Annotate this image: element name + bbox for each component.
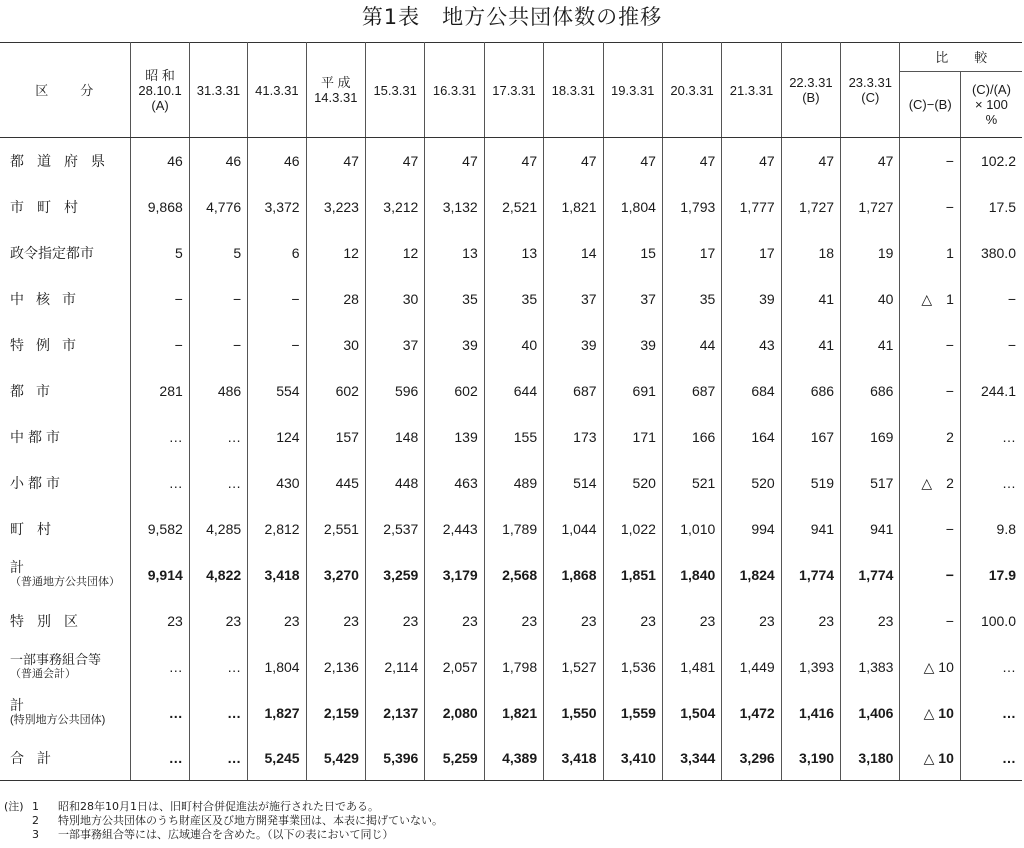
value-cell: 15 <box>603 230 662 276</box>
value-cell: − <box>189 276 247 322</box>
ratio-cell: 17.5 <box>988 199 1016 215</box>
value-cell: 47 <box>544 138 603 185</box>
value-cell: 2,057 <box>425 644 484 690</box>
value-cell: 23 <box>841 598 900 644</box>
value-cell: 2,080 <box>425 690 484 736</box>
value-cell: 1,504 <box>662 690 721 736</box>
value-cell: 1,010 <box>662 506 721 552</box>
row-label: 中都市 <box>0 414 131 460</box>
value-cell: 35 <box>484 276 543 322</box>
row-label: 計 (特別地方公共団体) <box>0 690 131 736</box>
value-cell: 3,179 <box>425 552 484 598</box>
value-cell: 39 <box>722 276 781 322</box>
value-cell: 46 <box>189 138 247 185</box>
value-cell: 4,822 <box>189 552 247 598</box>
value-cell: … <box>189 414 247 460</box>
municipality-count-table <box>0 42 1022 781</box>
date-header: 22.3.31 (B) <box>781 43 840 138</box>
date-header: 20.3.31 <box>662 43 721 138</box>
diff-cell: − <box>900 506 960 552</box>
value-cell: 1,840 <box>662 552 721 598</box>
value-cell: 39 <box>544 322 603 368</box>
value-cell: 173 <box>544 414 603 460</box>
ratio-cell: 102.2 <box>980 153 1016 169</box>
value-cell: 23 <box>544 598 603 644</box>
value-cell: … <box>131 736 189 781</box>
value-cell: 41 <box>841 322 900 368</box>
value-cell: 2,551 <box>306 506 365 552</box>
value-cell: 167 <box>781 414 840 460</box>
value-cell: 47 <box>484 138 543 185</box>
value-cell: 1,821 <box>484 690 543 736</box>
value-cell: 1,777 <box>722 184 781 230</box>
ratio-cell: − <box>1007 291 1016 307</box>
value-cell: 18 <box>781 230 840 276</box>
value-cell: 602 <box>306 368 365 414</box>
value-cell: 4,389 <box>484 736 543 781</box>
row-label: 中核市 <box>0 276 131 322</box>
value-cell: 37 <box>544 276 603 322</box>
value-cell: 9,914 <box>131 552 189 598</box>
value-cell: 35 <box>662 276 721 322</box>
value-cell: 47 <box>722 138 781 185</box>
value-cell: 3,410 <box>603 736 662 781</box>
diff-cell: − <box>900 322 960 368</box>
table-row <box>0 460 1022 506</box>
table-row <box>0 368 1022 414</box>
value-cell: 39 <box>425 322 484 368</box>
value-cell: 148 <box>365 414 424 460</box>
value-cell: 1,393 <box>781 644 840 690</box>
table-row <box>0 598 1022 644</box>
value-cell: 12 <box>365 230 424 276</box>
ratio-header: (C)/(A) × 100 % <box>960 72 1022 138</box>
date-header: 昭 和 28.10.1 (A) <box>131 43 189 138</box>
value-cell: 124 <box>248 414 306 460</box>
value-cell: 155 <box>484 414 543 460</box>
value-cell: 430 <box>248 460 306 506</box>
ratio-cell: − <box>1007 337 1016 353</box>
diff-cell: − <box>900 184 960 230</box>
value-cell: 994 <box>722 506 781 552</box>
value-cell: 13 <box>484 230 543 276</box>
row-label: 政令指定都市 <box>0 230 131 276</box>
ratio-cell: 380.0 <box>980 245 1016 261</box>
ratio-cell: 100.0 <box>980 613 1016 629</box>
value-cell: 1,774 <box>841 552 900 598</box>
value-cell: 3,190 <box>781 736 840 781</box>
value-cell: 3,418 <box>544 736 603 781</box>
value-cell: 1,804 <box>603 184 662 230</box>
value-cell: 1,550 <box>544 690 603 736</box>
value-cell: 23 <box>306 598 365 644</box>
value-cell: 40 <box>484 322 543 368</box>
value-cell: 644 <box>484 368 543 414</box>
value-cell: 46 <box>131 138 189 185</box>
value-cell: 1,022 <box>603 506 662 552</box>
value-cell: 1,793 <box>662 184 721 230</box>
value-cell: 448 <box>365 460 424 506</box>
value-cell: − <box>131 276 189 322</box>
value-cell: 2,114 <box>365 644 424 690</box>
date-header: 21.3.31 <box>722 43 781 138</box>
value-cell: 23 <box>603 598 662 644</box>
row-label: 町村 <box>0 506 131 552</box>
value-cell: … <box>189 736 247 781</box>
note-number: 1 <box>32 800 39 813</box>
note-text: 特別地方公共団体のうち財産区及び地方開発事業団は、本表に掲げていない。 <box>58 814 443 827</box>
ratio-cell: … <box>960 736 1022 781</box>
value-cell: 1,804 <box>248 644 306 690</box>
note-text: 一部事務組合等には、広域連合を含めた。（以下の表において同じ） <box>58 828 394 841</box>
ratio-cell: … <box>1002 705 1016 721</box>
value-cell: 30 <box>306 322 365 368</box>
value-cell: 39 <box>603 322 662 368</box>
value-cell: 2,568 <box>484 552 543 598</box>
ratio-cell: 17.9 <box>988 567 1016 583</box>
value-cell: … <box>131 690 189 736</box>
table-row <box>0 506 1022 552</box>
row-label: 計 （普通地方公共団体） <box>0 552 131 598</box>
note-number: 2 <box>32 814 39 827</box>
value-cell: 30 <box>365 276 424 322</box>
date-header: 平 成 14.3.31 <box>306 43 365 138</box>
date-header: 19.3.31 <box>603 43 662 138</box>
value-cell: 5 <box>189 230 247 276</box>
table-row <box>0 184 1022 230</box>
date-header: 41.3.31 <box>248 43 306 138</box>
value-cell: 4,776 <box>189 184 247 230</box>
row-label: 市町村 <box>0 184 131 230</box>
value-cell: 5,245 <box>248 736 306 781</box>
date-header: 18.3.31 <box>544 43 603 138</box>
value-cell: 23 <box>248 598 306 644</box>
value-cell: 46 <box>248 138 306 185</box>
value-cell: 41 <box>781 276 840 322</box>
date-header: 17.3.31 <box>484 43 543 138</box>
ratio-cell: … <box>1002 429 1016 445</box>
value-cell: 281 <box>131 368 189 414</box>
value-cell: 687 <box>662 368 721 414</box>
ratio-cell: … <box>1002 659 1016 675</box>
value-cell: 3,212 <box>365 184 424 230</box>
diff-cell: 2 <box>900 414 960 460</box>
value-cell: 1,851 <box>603 552 662 598</box>
value-cell: 2,521 <box>484 184 543 230</box>
value-cell: 17 <box>722 230 781 276</box>
diff-cell: △ 10 <box>900 736 960 781</box>
value-cell: 1,481 <box>662 644 721 690</box>
value-cell: 2,136 <box>306 644 365 690</box>
table-row <box>0 552 1022 598</box>
value-cell: − <box>189 322 247 368</box>
value-cell: 3,259 <box>365 552 424 598</box>
value-cell: 164 <box>722 414 781 460</box>
value-cell: … <box>189 690 247 736</box>
value-cell: 23 <box>131 598 189 644</box>
value-cell: 691 <box>603 368 662 414</box>
diff-header: (C)−(B) <box>900 72 960 138</box>
value-cell: 47 <box>603 138 662 185</box>
value-cell: 47 <box>425 138 484 185</box>
value-cell: 2,137 <box>365 690 424 736</box>
value-cell: 1,449 <box>722 644 781 690</box>
value-cell: 1,798 <box>484 644 543 690</box>
diff-cell: − <box>900 598 960 644</box>
value-cell: 23 <box>189 598 247 644</box>
value-cell: 445 <box>306 460 365 506</box>
value-cell: 1,827 <box>248 690 306 736</box>
table-row <box>0 138 1022 185</box>
value-cell: 41 <box>781 322 840 368</box>
value-cell: 1,044 <box>544 506 603 552</box>
value-cell: 23 <box>722 598 781 644</box>
value-cell: 1,789 <box>484 506 543 552</box>
value-cell: 3,223 <box>306 184 365 230</box>
value-cell: 1,527 <box>544 644 603 690</box>
value-cell: 47 <box>306 138 365 185</box>
value-cell: … <box>189 644 247 690</box>
value-cell: 3,418 <box>248 552 306 598</box>
value-cell: 941 <box>841 506 900 552</box>
ratio-cell: 9.8 <box>996 521 1016 537</box>
value-cell: 3,344 <box>662 736 721 781</box>
row-label: 都道府県 <box>0 138 131 185</box>
value-cell: 463 <box>425 460 484 506</box>
value-cell: 3,132 <box>425 184 484 230</box>
value-cell: 3,270 <box>306 552 365 598</box>
value-cell: 169 <box>841 414 900 460</box>
note-label: (注) <box>4 800 24 813</box>
value-cell: 28 <box>306 276 365 322</box>
value-cell: 686 <box>841 368 900 414</box>
value-cell: 37 <box>365 322 424 368</box>
value-cell: 684 <box>722 368 781 414</box>
value-cell: 13 <box>425 230 484 276</box>
value-cell: 47 <box>781 138 840 185</box>
value-cell: 941 <box>781 506 840 552</box>
value-cell: 47 <box>365 138 424 185</box>
comparison-header: 比 較 <box>900 43 1022 72</box>
value-cell: 520 <box>603 460 662 506</box>
value-cell: … <box>131 460 189 506</box>
value-cell: 5,396 <box>365 736 424 781</box>
value-cell: 1,472 <box>722 690 781 736</box>
value-cell: 9,582 <box>131 506 189 552</box>
value-cell: 35 <box>425 276 484 322</box>
value-cell: 1,416 <box>781 690 840 736</box>
value-cell: 514 <box>544 460 603 506</box>
value-cell: 157 <box>306 414 365 460</box>
value-cell: 1,774 <box>781 552 840 598</box>
diff-cell: △ 10 <box>900 644 960 690</box>
ratio-cell: … <box>1002 475 1016 491</box>
value-cell: 486 <box>189 368 247 414</box>
ratio-cell: 244.1 <box>980 383 1016 399</box>
note-item <box>4 814 1020 828</box>
diff-cell: − <box>900 552 960 598</box>
value-cell: − <box>248 276 306 322</box>
value-cell: 40 <box>841 276 900 322</box>
page-title: 第1表 地方公共団体数の推移 <box>361 5 663 29</box>
diff-cell: △ 2 <box>900 460 960 506</box>
value-cell: 3,296 <box>722 736 781 781</box>
value-cell: 3,372 <box>248 184 306 230</box>
value-cell: 19 <box>841 230 900 276</box>
value-cell: 2,159 <box>306 690 365 736</box>
diff-cell: 1 <box>900 230 960 276</box>
table-row <box>0 414 1022 460</box>
value-cell: 47 <box>841 138 900 185</box>
table-row <box>0 736 1022 781</box>
value-cell: 2,537 <box>365 506 424 552</box>
value-cell: 489 <box>484 460 543 506</box>
note-number: 3 <box>32 828 39 841</box>
value-cell: 1,824 <box>722 552 781 598</box>
table-row <box>0 690 1022 736</box>
notes <box>4 800 1020 842</box>
value-cell: 166 <box>662 414 721 460</box>
value-cell: 14 <box>544 230 603 276</box>
value-cell: 1,406 <box>841 690 900 736</box>
table-row <box>0 230 1022 276</box>
value-cell: − <box>248 322 306 368</box>
value-cell: 43 <box>722 322 781 368</box>
row-label: 都市 <box>0 368 131 414</box>
value-cell: 4,285 <box>189 506 247 552</box>
table-row <box>0 322 1022 368</box>
value-cell: 3,180 <box>841 736 900 781</box>
value-cell: 554 <box>248 368 306 414</box>
diff-cell: △ 1 <box>900 276 960 322</box>
value-cell: 1,536 <box>603 644 662 690</box>
value-cell: 47 <box>662 138 721 185</box>
value-cell: 602 <box>425 368 484 414</box>
value-cell: 686 <box>781 368 840 414</box>
category-header: 区 分 <box>0 43 131 138</box>
value-cell: 2,443 <box>425 506 484 552</box>
value-cell: 517 <box>841 460 900 506</box>
diff-cell: △ 10 <box>900 690 960 736</box>
value-cell: 519 <box>781 460 840 506</box>
value-cell: 17 <box>662 230 721 276</box>
value-cell: 23 <box>484 598 543 644</box>
date-header: 23.3.31 (C) <box>841 43 900 138</box>
row-label: 一部事務組合等 （普通会計） <box>0 644 131 690</box>
value-cell: 139 <box>425 414 484 460</box>
table-row <box>0 644 1022 690</box>
note-item <box>4 828 1020 842</box>
diff-cell: − <box>900 138 960 185</box>
value-cell: 687 <box>544 368 603 414</box>
value-cell: 1,821 <box>544 184 603 230</box>
table-body <box>0 138 1022 781</box>
value-cell: … <box>131 644 189 690</box>
value-cell: 596 <box>365 368 424 414</box>
value-cell: 1,727 <box>841 184 900 230</box>
row-label: 特例市 <box>0 322 131 368</box>
value-cell: 521 <box>662 460 721 506</box>
value-cell: 1,559 <box>603 690 662 736</box>
note-item <box>4 800 1020 814</box>
value-cell: 9,868 <box>131 184 189 230</box>
diff-cell: − <box>900 368 960 414</box>
value-cell: … <box>189 460 247 506</box>
value-cell: 23 <box>662 598 721 644</box>
value-cell: 1,383 <box>841 644 900 690</box>
value-cell: … <box>131 414 189 460</box>
value-cell: 520 <box>722 460 781 506</box>
value-cell: 23 <box>425 598 484 644</box>
date-header: 15.3.31 <box>365 43 424 138</box>
row-label: 特別区 <box>0 598 131 644</box>
value-cell: 2,812 <box>248 506 306 552</box>
value-cell: 5,259 <box>425 736 484 781</box>
value-cell: 12 <box>306 230 365 276</box>
table-row <box>0 276 1022 322</box>
row-label: 小都市 <box>0 460 131 506</box>
value-cell: 23 <box>781 598 840 644</box>
value-cell: 1,868 <box>544 552 603 598</box>
value-cell: 44 <box>662 322 721 368</box>
note-text: 昭和28年10月1日は、旧町村合併促進法が施行された日である。 <box>58 800 379 813</box>
value-cell: 6 <box>248 230 306 276</box>
date-header: 16.3.31 <box>425 43 484 138</box>
value-cell: 171 <box>603 414 662 460</box>
value-cell: 1,727 <box>781 184 840 230</box>
row-label: 合計 <box>0 736 131 781</box>
value-cell: 37 <box>603 276 662 322</box>
value-cell: 23 <box>365 598 424 644</box>
date-header: 31.3.31 <box>189 43 247 138</box>
value-cell: − <box>131 322 189 368</box>
value-cell: 5,429 <box>306 736 365 781</box>
value-cell: 5 <box>131 230 189 276</box>
